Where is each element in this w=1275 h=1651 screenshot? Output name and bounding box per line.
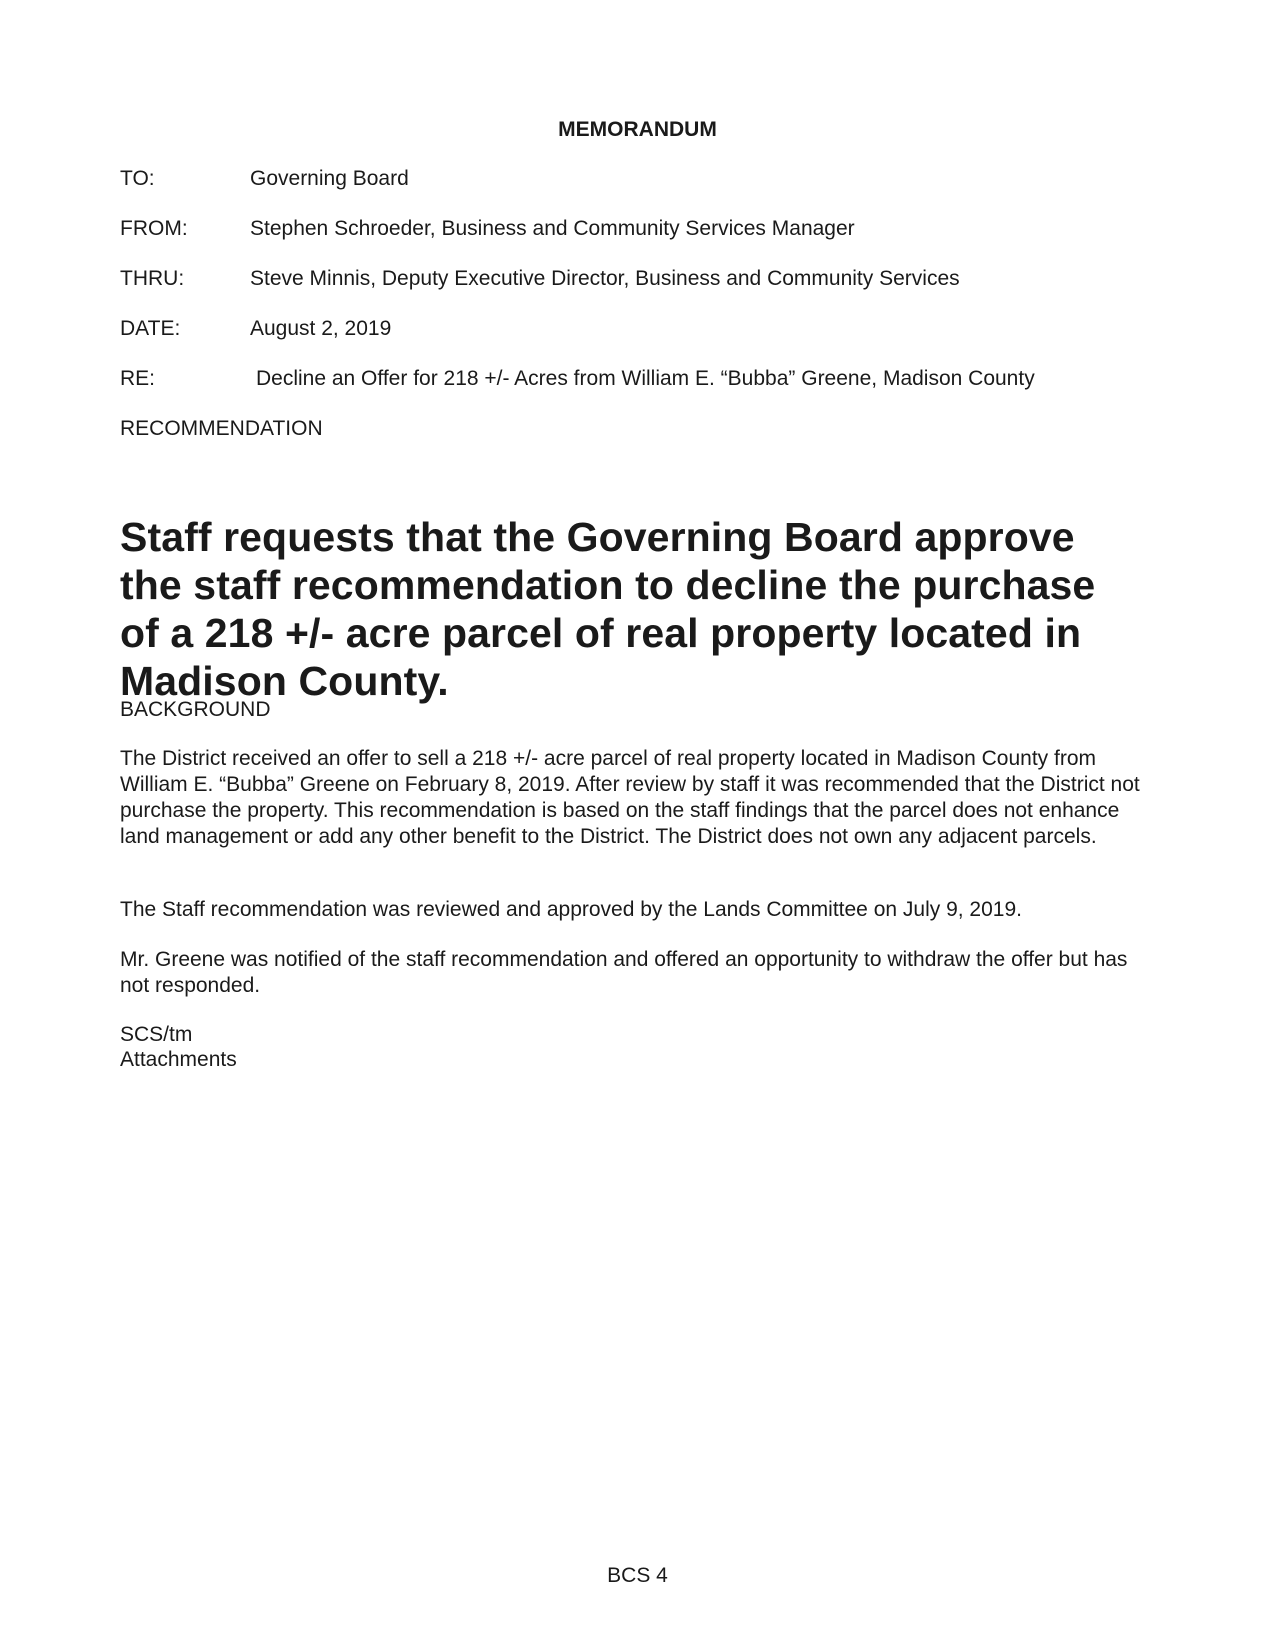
attachments-note: Attachments [120,1048,237,1071]
author-initials: SCS/tm [120,1023,193,1046]
re-row [120,367,1035,391]
background-paragraph-2: The Staff recommendation was reviewed and approved by the Lands Committee on July 9, 2019. [120,898,1022,921]
recommendation-heading: RECOMMENDATION [120,417,323,440]
date-row [120,317,391,341]
re-label: RE: [120,367,156,390]
date-value: August 2, 2019 [250,317,392,340]
from-row [120,217,855,241]
recommendation-statement: Staff requests that the Governing Board approve the staff recommendation to decline the purchase of a 218 +/- acre parcel of real property located in Madison County. [120,514,1096,704]
to-label: TO: [120,167,155,190]
thru-value: Steve Minnis, Deputy Executive Director, Business and Community Services [250,267,960,290]
background-paragraph-3: Mr. Greene was notified of the staff recommendation and offered an opportunity to withdraw the offer but has not responded. [120,948,1128,997]
to-value: Governing Board [250,167,409,190]
memo-title: MEMORANDUM [558,118,717,141]
page-number: BCS 4 [607,1564,668,1587]
re-value: Decline an Offer for 218 +/- Acres from William E. “Bubba” Greene, Madison County [256,367,1035,390]
background-heading: BACKGROUND [120,698,271,721]
thru-label: THRU: [120,267,185,290]
background-paragraph-1: The District received an offer to sell a 218 +/- acre parcel of real property located in Madison County from William E. “Bubba” Greene on February 8, 2019. After review by staff it was recommended that the District not purchase the property. This recommendation is based on the staff findings that the parcel does not enhance land management or add any other benefit to the District. The District does not own any adjacent parcels. [120,747,1140,848]
from-value: Stephen Schroeder, Business and Community Services Manager [250,217,855,240]
to-row [120,167,409,191]
thru-row [120,267,960,291]
from-label: FROM: [120,217,188,240]
date-label: DATE: [120,317,181,340]
